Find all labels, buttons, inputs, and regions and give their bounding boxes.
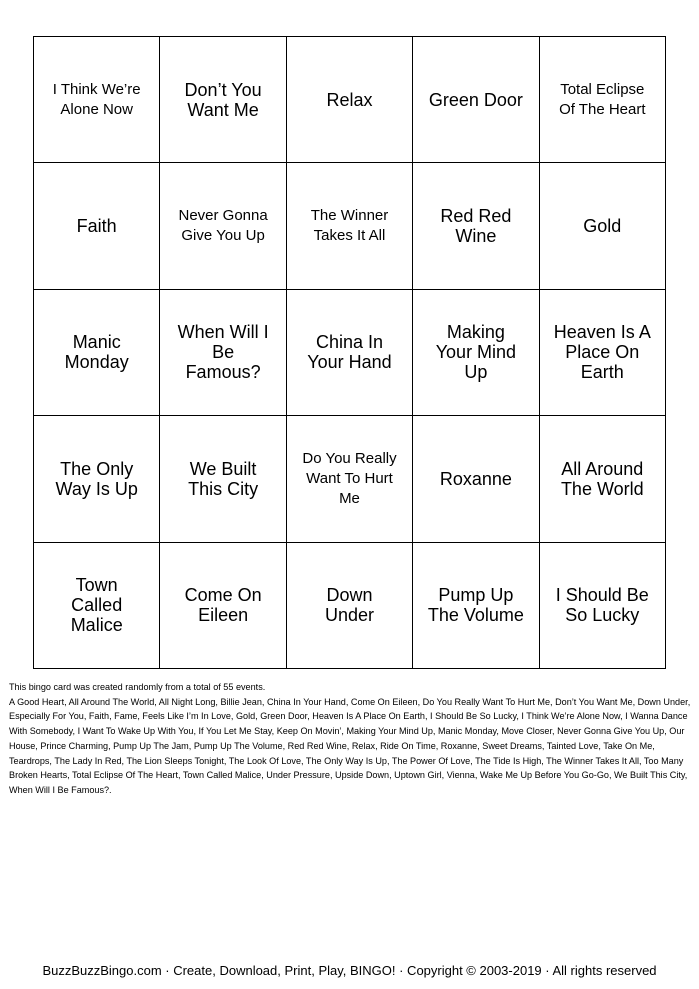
bingo-cell [540, 37, 666, 163]
bingo-cell [160, 416, 286, 542]
bingo-card [33, 36, 666, 669]
bingo-cell [34, 37, 160, 163]
bingo-cell-text: Pump Up The Volume [427, 585, 524, 626]
bingo-cell-text: Faith [76, 216, 117, 237]
bingo-cell-text: Down Under [324, 585, 374, 626]
bingo-cell [413, 37, 539, 163]
bingo-cell-text: Manic Monday [64, 332, 129, 373]
bingo-cell-text: All Around The World [560, 458, 644, 499]
bingo-cell [540, 416, 666, 542]
bingo-cell-text: Roxanne [439, 468, 512, 489]
bingo-cell-text: Never Gonna Give You Up [178, 207, 268, 245]
bingo-cell [540, 163, 666, 289]
bingo-cell [413, 163, 539, 289]
bingo-cell [160, 37, 286, 163]
card-info [9, 680, 693, 798]
bingo-cell-text: Come On Eileen [184, 585, 262, 626]
bingo-cell [540, 290, 666, 416]
bingo-cell [34, 416, 160, 542]
bingo-cell [34, 543, 160, 669]
bingo-cell [160, 543, 286, 669]
bingo-cell-text: The Only Way Is Up [55, 458, 138, 499]
bingo-cell-text: Green Door [428, 89, 523, 110]
bingo-cell [413, 290, 539, 416]
bingo-cell-text: The Winner Takes It All [310, 207, 389, 245]
bingo-cell [287, 37, 413, 163]
bingo-cell-text: We Built This City [188, 458, 259, 499]
bingo-cell-text: Don’t You Want Me [184, 79, 262, 120]
bingo-cell [287, 416, 413, 542]
events-list: A Good Heart, All Around The World, All Night Long, Billie Jean, China In Your Hand, Come On Eileen, Do You Really Want To Hurt Me, Don’t You Want Me, Down Under, Especially For You, Faith, Fame, Feels Like I’m In Love, Gold, Green Door, Heaven Is A Place On Earth, I Should Be So Lucky, I Think We’re Alone Now, I Wanna Dance With Somebody, I Want To Wake Up With You, If You Let Me Stay, Keep On Movin’, Making Your Mind Up, Manic Monday, Move Closer, Never Gonna Give You Up, Our House, Prince Charming, Pump Up The Jam, Pump Up The Volume, Red Red Wine, Relax, Ride On Time, Roxanne, Sweet Dreams, Tainted Love, Take On Me, Teardrops, The Lady In Red, The Lion Sleeps Tonight, The Look Of Love, The Only Way Is Up, The Power Of Love, The Tide Is High, The Winner Takes It All, Too Many Broken Hearts, Total Eclipse Of The Heart, Town Called Malice, Under Pressure, Upside Down, Uptown Girl, Vienna, Wake Me Up Before You Go-Go, We Built This City, When Will I Be Famous?. [9, 696, 691, 795]
bingo-cell-text: Heaven Is A Place On Earth [553, 322, 651, 383]
bingo-cell [160, 290, 286, 416]
bingo-cell [34, 290, 160, 416]
bingo-cell [34, 163, 160, 289]
bingo-cell-text: When Will I Be Famous? [177, 322, 269, 383]
bingo-cell [413, 416, 539, 542]
bingo-cell-text: China In Your Hand [307, 332, 392, 373]
bingo-cell-text: I Think We’re Alone Now [52, 80, 141, 118]
bingo-cell [413, 543, 539, 669]
bingo-cell [540, 543, 666, 669]
bingo-cell-text: I Should Be So Lucky [555, 585, 649, 626]
bingo-cell [287, 290, 413, 416]
page-footer: BuzzBuzzBingo.com · Create, Download, Print, Play, BINGO! · Copyright © 2003-2019 · All rights reserved [42, 963, 657, 978]
bingo-cell-text: Do You Really Want To Hurt Me [302, 449, 397, 507]
bingo-cell-text: Total Eclipse Of The Heart [559, 80, 646, 118]
bingo-cell-text: Town Called Malice [70, 575, 123, 636]
bingo-cell-text: Red Red Wine [440, 206, 512, 247]
bingo-cell [287, 543, 413, 669]
bingo-cell-text: Gold [583, 216, 622, 237]
events-summary: This bingo card was created randomly from a total of 55 events. [9, 682, 266, 692]
bingo-cell-text: Relax [326, 89, 373, 110]
bingo-cell-text: Making Your Mind Up [435, 322, 517, 383]
bingo-cell [160, 163, 286, 289]
bingo-cell [287, 163, 413, 289]
